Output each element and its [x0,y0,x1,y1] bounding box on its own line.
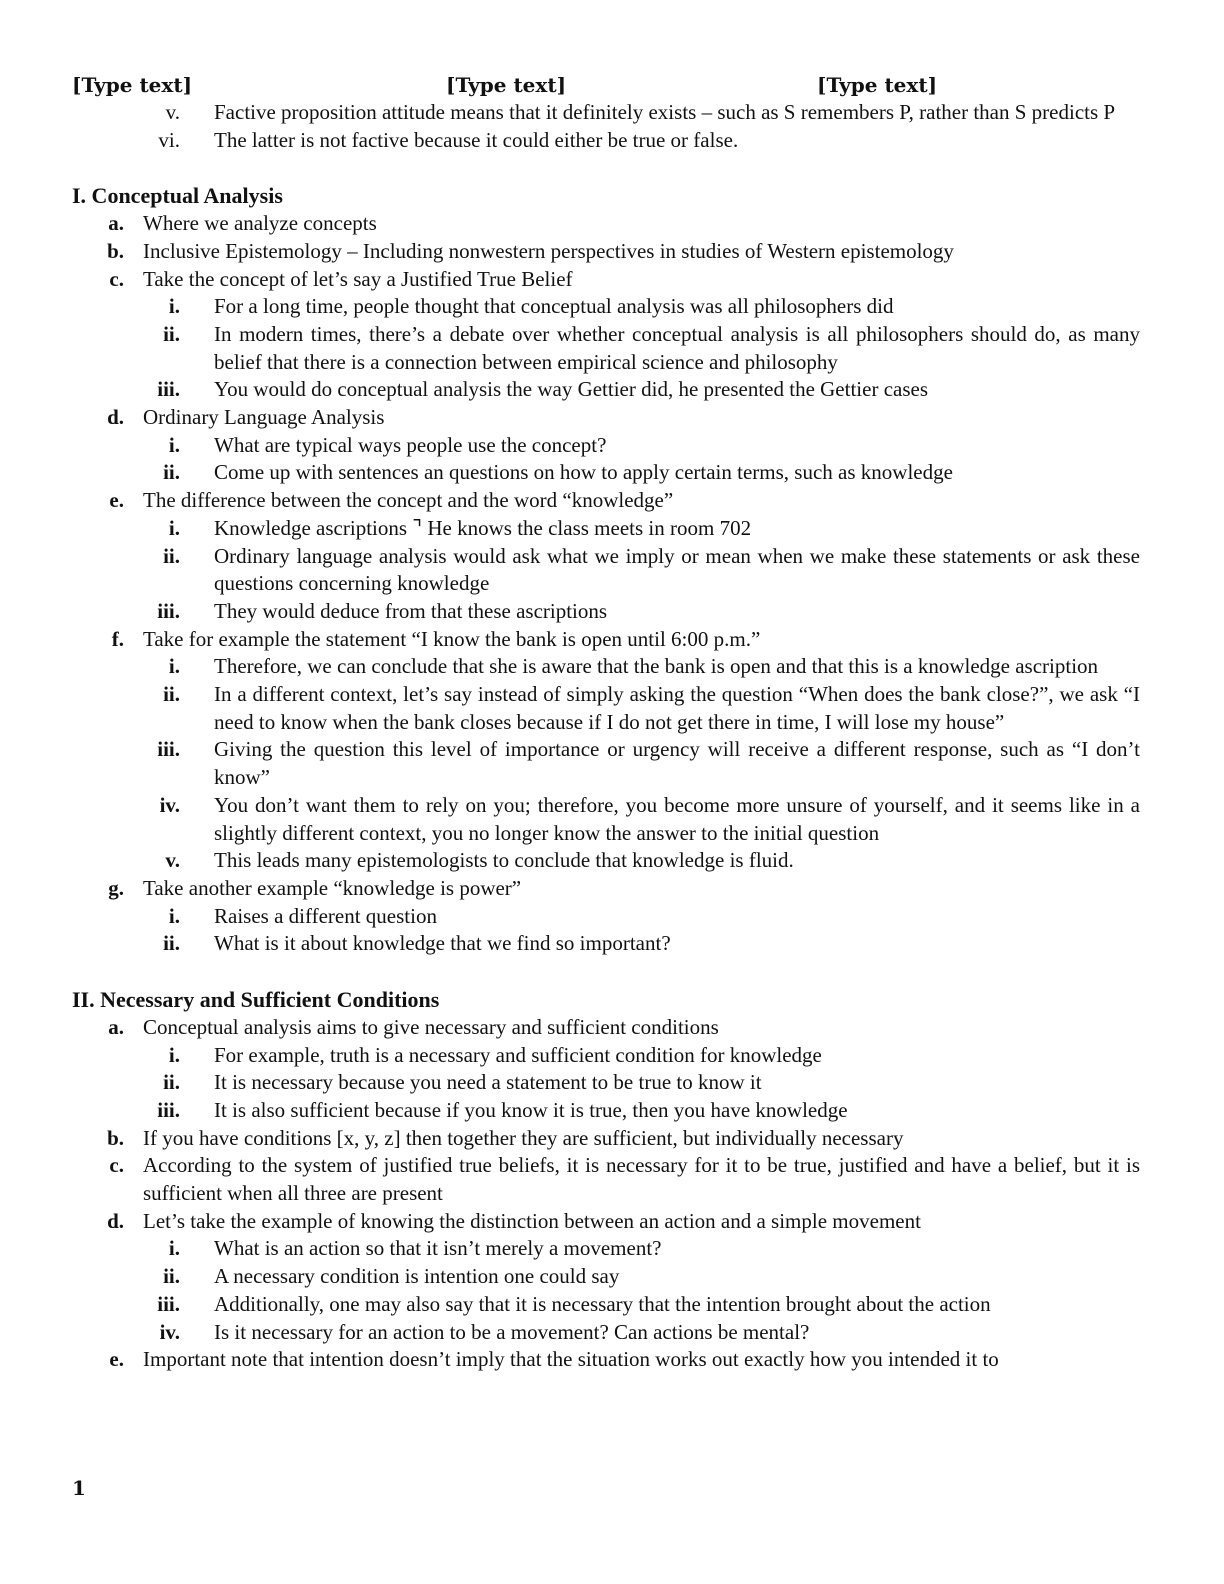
list-item-text: They would deduce from that these ascriptions [214,598,608,623]
list-marker: ii. [163,682,180,707]
list-marker: i. [168,1236,180,1261]
list-marker: a. [108,1014,124,1039]
intro-item [72,127,1140,155]
list-item-text: For example, truth is a necessary and sufficient condition for knowledge [214,1042,822,1067]
list-item-text: A necessary condition is intention one could say [214,1264,620,1289]
list-item-text: What is an action so that it isn’t merely a movement? [214,1236,662,1261]
outline-item [72,1208,1140,1236]
outline-item [72,266,1140,294]
section-heading: I. Conceptual Analysis [72,183,283,209]
outline-item [72,1014,1140,1042]
list-marker: ii. [163,321,180,346]
list-item-text: Ordinary Language Analysis [143,405,385,430]
list-item-text: If you have conditions [x, y, z] then together they are sufficient, but individually necessary [143,1125,904,1150]
outline-item [72,1125,1140,1153]
list-marker: ii. [163,460,180,485]
outline-subitem [72,293,1140,321]
list-marker: iii. [157,598,180,623]
list-marker: f. [111,626,124,651]
outline-subitem [72,321,1140,376]
list-marker: iii. [157,737,180,762]
list-item-text: Is it necessary for an action to be a movement? Can actions be mental? [214,1319,810,1344]
page-number: 1 [72,1476,86,1500]
list-item-text: In a different context, let’s say instead of simply asking the question “When does the bank close?”, we ask “I need to know when the bank closes because if I do not get there in time, I will lose my house” [214,682,1140,734]
list-marker: d. [107,1208,124,1233]
outline-subitem [72,1097,1140,1125]
list-item-text: You don’t want them to rely on you; therefore, you become more unsure of yourself, and it seems like in a slightly different context, you no longer know the answer to the initial question [214,792,1140,845]
list-marker: e. [109,1347,124,1372]
outline-item [72,1152,1140,1207]
list-item-text: Additionally, one may also say that it is necessary that the intention brought about the action [214,1291,991,1316]
outline-subitem [72,598,1140,626]
list-item-text: Raises a different question [214,903,437,928]
outline-item [72,1346,1140,1374]
list-marker: a. [108,211,124,236]
list-item-text: Take the concept of let’s say a Justified True Belief [143,266,573,291]
outline-item [72,404,1140,432]
list-marker: vi. [158,127,180,152]
list-marker: ii. [163,1070,180,1095]
list-marker: ii. [163,931,180,956]
outline-subitem [72,1042,1140,1070]
outline-item [72,487,1140,515]
list-item-text: According to the system of justified true beliefs, it is necessary for it to be true, justified and have a belief, but it is sufficient when all three are present [143,1153,1140,1206]
outline-subitem [72,1069,1140,1097]
list-marker: b. [107,1125,124,1150]
list-item-text: Giving the question this level of importance or urgency will receive a different response, such as “I don’t know” [214,737,1140,790]
header-right-text: [Type text] [817,73,938,97]
outline-subitem [72,515,1140,543]
list-item-text: What are typical ways people use the concept? [214,432,607,457]
outline-item [72,238,1140,266]
outline-subitem [72,792,1140,847]
outline-item [72,626,1140,654]
list-marker: iii. [157,377,180,402]
list-marker: iii. [157,1291,180,1316]
intro-item [72,99,1140,127]
list-marker: v. [165,848,180,873]
list-marker: g. [108,875,124,900]
list-marker: b. [107,238,124,263]
outline-subitem [72,459,1140,487]
outline-subitem [72,1235,1140,1263]
list-marker: c. [109,1153,124,1178]
list-item-text: Knowledge ascriptions ⌝ He knows the class meets in room 702 [214,515,752,540]
list-item-text: Therefore, we can conclude that she is aware that the bank is open and that this is a knowledge ascription [214,654,1099,679]
list-marker: i. [168,294,180,319]
list-marker: c. [109,266,124,291]
list-item-text: Where we analyze concepts [143,211,377,236]
outline-subitem [72,930,1140,958]
header-left-text: [Type text] [72,73,193,97]
list-marker: i. [168,903,180,928]
list-marker: i. [168,1042,180,1067]
list-item-text: Ordinary language analysis would ask what we imply or mean when we make these statements or ask these questions concerning knowledge [214,543,1140,596]
list-marker: i. [168,654,180,679]
document-body [72,99,1140,1374]
list-item-text: Take for example the statement “I know the bank is open until 6:00 p.m.” [143,626,761,651]
list-item-text: Come up with sentences an questions on how to apply certain terms, such as knowledge [214,460,953,485]
outline-subitem [72,681,1140,736]
outline-subitem [72,432,1140,460]
outline-subitem [72,903,1140,931]
outline-subitem [72,1263,1140,1291]
outline-subitem [72,376,1140,404]
list-item-text: Factive proposition attitude means that it definitely exists – such as S remembers P, rather than S predicts P [214,100,1116,124]
list-item-text: Important note that intention doesn’t imply that the situation works out exactly how you intended it to [143,1347,999,1372]
page-header [0,73,1224,101]
outline-subitem [72,847,1140,875]
outline-subitem [72,736,1140,791]
list-marker: e. [109,488,124,513]
list-item-text: You would do conceptual analysis the way Gettier did, he presented the Gettier cases [214,377,928,402]
list-item-text: Conceptual analysis aims to give necessary and sufficient conditions [143,1014,719,1039]
outline-subitem [72,1291,1140,1319]
outline-item [72,875,1140,903]
list-marker: ii. [163,543,180,568]
list-item-text: Let’s take the example of knowing the distinction between an action and a simple movement [143,1208,921,1233]
header-center-text: [Type text] [446,73,567,97]
list-item-text: The difference between the concept and the word “knowledge” [143,488,674,513]
list-marker: i. [168,515,180,540]
outline-item [72,210,1140,238]
list-marker: ii. [163,1264,180,1289]
list-item-text: For a long time, people thought that conceptual analysis was all philosophers did [214,294,894,319]
list-item-text: It is necessary because you need a statement to be true to know it [214,1070,762,1095]
list-marker: i. [168,432,180,457]
outline-subitem [72,1319,1140,1347]
list-item-text: What is it about knowledge that we find so important? [214,931,671,956]
list-marker: v. [165,100,180,124]
outline-subitem [72,653,1140,681]
section-heading: II. Necessary and Sufficient Conditions [72,987,440,1013]
list-marker: iv. [159,1319,180,1344]
list-item-text: This leads many epistemologists to conclude that knowledge is fluid. [214,848,794,873]
list-item-text: Inclusive Epistemology – Including nonwestern perspectives in studies of Western epistemology [143,238,954,263]
list-marker: iii. [157,1097,180,1122]
list-item-text: In modern times, there’s a debate over whether conceptual analysis is all philosophers should do, as many belief that there is a connection between empirical science and philosophy [214,321,1140,374]
list-marker: iv. [159,792,180,817]
list-item-text: The latter is not factive because it could either be true or false. [214,127,739,152]
list-item-text: Take another example “knowledge is power” [143,875,522,900]
list-item-text: It is also sufficient because if you know it is true, then you have knowledge [214,1097,848,1122]
outline-subitem [72,543,1140,598]
list-marker: d. [107,405,124,430]
